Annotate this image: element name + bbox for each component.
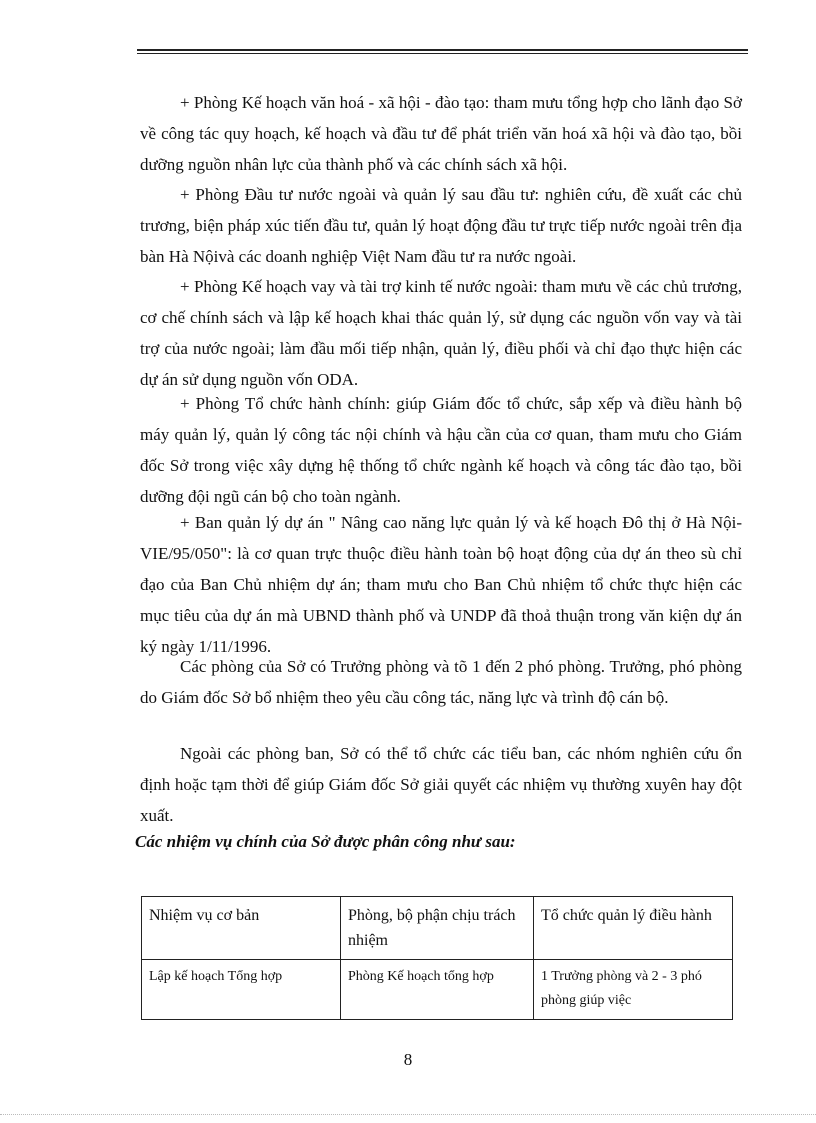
- paragraph-phong-dau-tu: + Phòng Đầu tư nước ngoài và quản lý sau đầu tư: nghiên cứu, đề xuất các chủ trương, biện pháp xúc tiến đầu tư, quản lý hoạt động đầu tư trực tiếp nước ngoài trên địa bàn Hà Nộivà các doanh nghiệp Việt Nam đầu tư ra nước ngoài.: [140, 185, 742, 266]
- table-header-cell: Nhiệm vụ cơ bản: [142, 897, 341, 960]
- section-heading: Các nhiệm vụ chính của Sở được phân công như sau:: [135, 832, 516, 851]
- table-header-row: [142, 897, 733, 960]
- paragraph-phong-to-chuc: + Phòng Tổ chức hành chính: giúp Giám đốc tổ chức, sắp xếp và điều hành bộ máy quản lý, quản lý công tác nội chính và hậu cần của cơ quan, tham mưu cho Giám đốc Sở trong việc xây dựng hệ thống tổ chức ngành kế hoạch và công tác đào tạo, bồi dưỡng đội ngũ cán bộ cho toàn ngành.: [140, 394, 742, 506]
- footer-divider: [0, 1114, 816, 1115]
- page-number: 8: [403, 1050, 413, 1069]
- paragraph-phong-van-hoa: + Phòng Kế hoạch văn hoá - xã hội - đào tạo: tham mưu tổng hợp cho lãnh đạo Sở về công tác quy hoạch, kế hoạch và đầu tư để phát triển văn hoá xã hội và đào tạo, bồi dưỡng nguồn nhân lực của thành phố và các chính sách xã hội.: [140, 93, 742, 174]
- table-cell: Phòng Kế hoạch tổng hợp: [341, 960, 534, 1020]
- table-cell: Lập kế hoạch Tổng hợp: [142, 960, 341, 1020]
- paragraph-ban-quan-ly: + Ban quản lý dự án " Nâng cao năng lực quản lý và kế hoạch Đô thị ở Hà Nội-VIE/95/050": là cơ quan trực thuộc điều hành toàn bộ hoạt động của dự án theo sù chỉ đạo của Ban Chủ nhiệm dự án; tham mưu cho Ban Chủ nhiệm tổ chức thực hiện các mục tiêu của dự án mà UBND thành phố và UNDP đã thoả thuận trong văn kiện dự án ký ngày 1/11/1996.: [140, 513, 742, 656]
- header-rule-bottom: [137, 53, 748, 54]
- paragraph-phong-vay-tai-tro: + Phòng Kế hoạch vay và tài trợ kinh tế nước ngoài: tham mưu về các chủ trương, cơ chế chính sách và lập kế hoạch khai thác quản lý, sử dụng các nguồn vốn vay và tài trợ của nước ngoài; làm đầu mối tiếp nhận, quản lý, điều phối và chỉ đạo thực hiện các dự án sử dụng nguồn vốn ODA.: [140, 277, 742, 389]
- paragraph-tieu-ban: Ngoài các phòng ban, Sở có thể tổ chức các tiểu ban, các nhóm nghiên cứu ổn định hoặc tạm thời để giúp Giám đốc Sở giải quyết các nhiệm vụ thường xuyên hay đột xuất.: [140, 744, 742, 825]
- duty-table: [141, 896, 733, 1020]
- table-row: [142, 960, 733, 1020]
- header-rule-top: [137, 49, 748, 51]
- table-header-cell: Tổ chức quản lý điều hành: [534, 897, 733, 960]
- table-cell: 1 Trưởng phòng và 2 - 3 phó phòng giúp việc: [534, 960, 733, 1020]
- table-header-cell: Phòng, bộ phận chịu trách nhiệm: [341, 897, 534, 960]
- paragraph-truong-phong: Các phòng của Sở có Trưởng phòng và tõ 1 đến 2 phó phòng. Trưởng, phó phòng do Giám đốc Sở bổ nhiệm theo yêu cầu công tác, năng lực và trình độ cán bộ.: [140, 657, 742, 707]
